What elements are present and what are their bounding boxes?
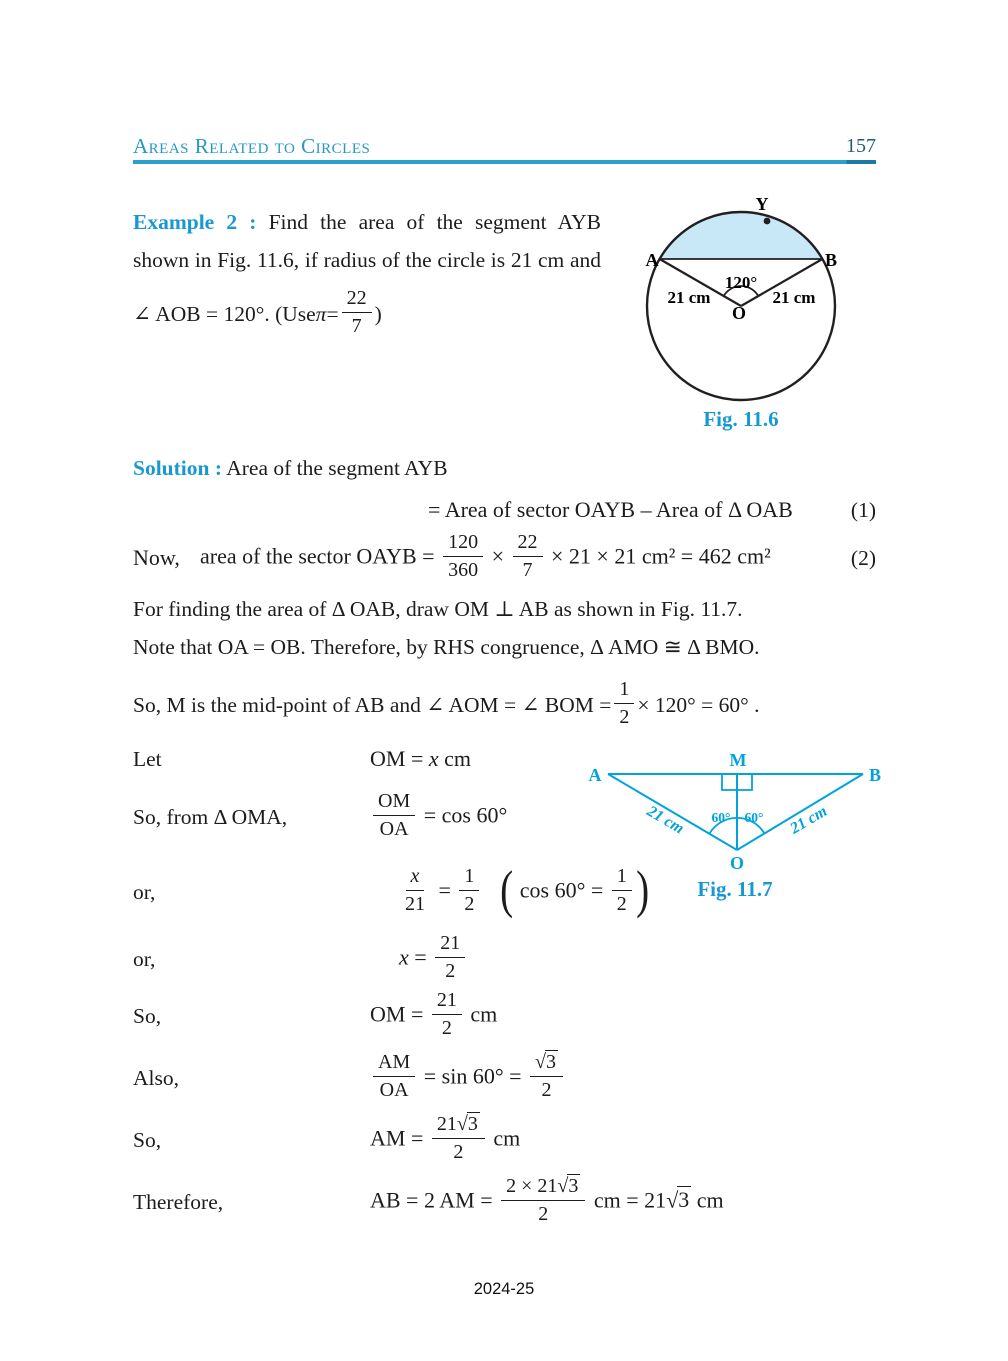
edition-footer: 2024-25 <box>473 1280 535 1298</box>
chapter-title: Areas Related to Circles <box>133 134 371 158</box>
derivation-rows <box>133 737 733 1235</box>
point-label-b: B <box>824 250 838 270</box>
row-equation: $\frac{x}{21}$ = $\frac{1}{2}$ ( cos 60° = $\frac{1}{2}$ ) <box>405 859 649 919</box>
figure-11-6 <box>630 192 870 427</box>
example-block <box>133 203 601 343</box>
row-equation: $\frac{AM}{OA}$ = sin 60° = $\frac{√3}{2}$ <box>370 1052 566 1105</box>
example-line-2: shown in Fig. 11.6, if radius of the circle is 21 cm and <box>133 248 601 272</box>
solution-paragraph-1: For finding the area of Δ OAB, draw OM ⊥ AB as shown in Fig. 11.7. <box>133 597 743 621</box>
angle-label-right-60: 60° <box>744 810 764 825</box>
equation-2 <box>133 526 876 590</box>
row-label: So, from Δ OMA, <box>133 804 288 829</box>
equation-1-body: = Area of sector OAYB – Area of Δ OAB <box>428 497 793 522</box>
radius-label-left: 21 cm <box>667 288 711 307</box>
equation-1 <box>133 490 876 530</box>
row-equation: x = $\frac{21}{2}$ <box>399 933 468 986</box>
radius-label-left: 21 cm <box>643 802 687 838</box>
point-label-o: O <box>729 853 745 873</box>
page-number: 157 <box>846 135 876 157</box>
row-label: or, <box>133 879 156 904</box>
figure-11-7-caption: Fig. 11.7 <box>697 877 773 901</box>
row-equation: AM = $\frac{21√3}{2}$ cm <box>370 1112 521 1163</box>
equation-2-label: Now, <box>133 545 180 570</box>
example-label: Example 2 : <box>133 210 257 234</box>
row-label: Therefore, <box>133 1189 224 1214</box>
point-label-m: M <box>729 750 747 770</box>
row-equation: AB = 2 AM = $\frac{2 \times 21√3}{2}$ cm = 21√3 cm <box>370 1174 724 1225</box>
figure-11-6-caption: Fig. 11.6 <box>703 407 779 431</box>
header-rule <box>133 160 876 164</box>
row-label: Also, <box>133 1065 179 1090</box>
equation-2-number: (2) <box>850 545 876 570</box>
solution-intro <box>133 456 448 481</box>
point-label-b: B <box>868 765 882 785</box>
math-row <box>133 781 733 853</box>
solution-paragraph-2: Note that OA = OB. Therefore, by RHS congruence, Δ AMO ≅ Δ BMO. <box>133 635 760 659</box>
point-label-o: O <box>731 303 747 323</box>
point-y-dot <box>764 218 771 225</box>
point-label-a: A <box>588 765 602 785</box>
angle-label-120: 120° <box>724 273 758 292</box>
row-equation: $\frac{OM}{OA}$ = cos 60° <box>370 791 507 844</box>
math-row <box>133 931 733 987</box>
math-row <box>133 1169 733 1235</box>
row-label: or, <box>133 946 156 971</box>
example-text-1: Find the area of the segment AYB <box>268 210 602 234</box>
row-label: So, <box>133 1127 162 1152</box>
solution-label: Solution : <box>133 456 223 480</box>
row-label: So, <box>133 1003 162 1028</box>
math-row <box>133 853 733 931</box>
row-equation: OM = x cm <box>370 746 472 771</box>
example-line-1 <box>133 203 601 241</box>
segment-shaded-region <box>660 212 823 259</box>
radius-label-right: 21 cm <box>772 288 816 307</box>
solution-intro-text: Area of the segment AYB <box>226 456 448 480</box>
equation-2-body: area of the sector OAYB = $\frac{120}{360}$ × $\frac{22}{7}$ × 21 × 21 cm² = 462 cm² <box>200 530 771 581</box>
angle-label-left-60: 60° <box>711 810 731 825</box>
point-label-a: A <box>645 250 659 270</box>
point-label-y: Y <box>755 194 769 214</box>
example-line-3: ∠ AOB = 120°. (Use π = $\frac{22}{7}$ ) <box>133 286 382 337</box>
row-label: Let <box>133 746 162 771</box>
math-row <box>133 987 733 1045</box>
midpoint-line: So, M is the mid-point of AB and ∠ AOM = ∠ BOM = $\frac{1}{2}$ × 120° = 60° . <box>133 677 760 728</box>
equation-1-number: (1) <box>850 497 876 522</box>
math-row <box>133 1111 733 1169</box>
math-row <box>133 1045 733 1111</box>
circle-segment-diagram <box>630 192 870 422</box>
row-equation: OM = $\frac{21}{2}$ cm <box>370 988 498 1039</box>
radius-label-right: 21 cm <box>787 802 831 838</box>
math-row <box>133 737 733 781</box>
